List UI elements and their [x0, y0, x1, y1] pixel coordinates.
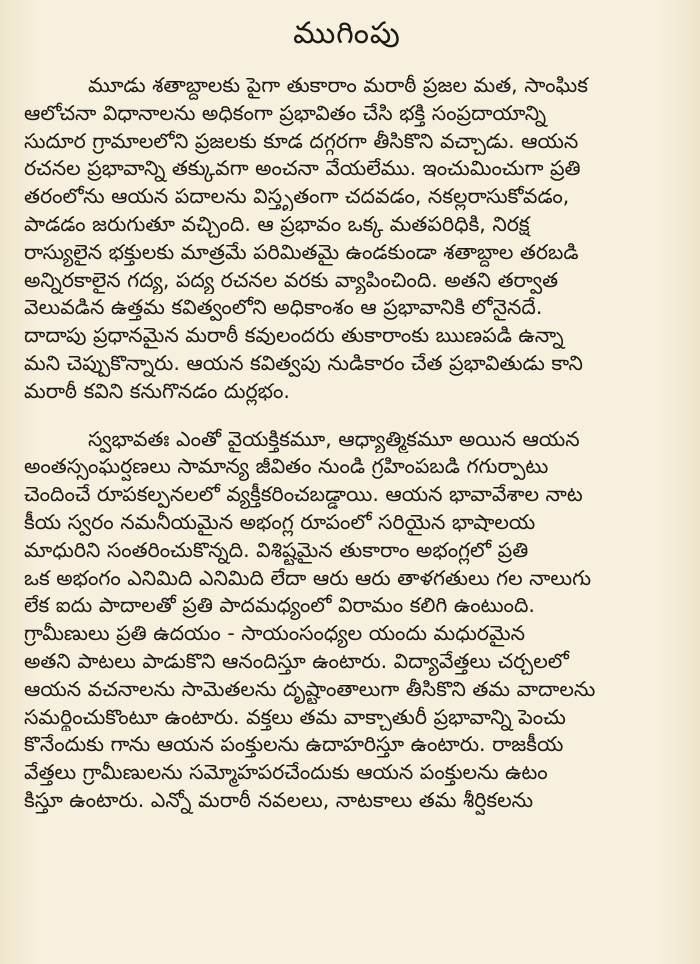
text-line: అతని పాటలు పాడుకొని ఆనందిస్తూ ఉంటారు. విద్యావేత్తలు చర్చలలో — [24, 648, 569, 673]
text-line: స్వభావతః ఎంతో వైయక్తికమూ, ఆధ్యాత్మికమూ అయిన ఆయన — [88, 426, 580, 451]
text-line: సమర్థించుకొంటూ ఉంటారు. వక్తలు తమ వాక్చాతురీ ప్రభావాన్ని పెంచు — [24, 704, 566, 729]
text-line: దాదాపు ప్రధానమైన మరాఠీ కవులందరు తుకారాంకు ఋణపడి ఉన్నా — [24, 323, 564, 348]
text-line: ఆలోచనా విధానాలను అధికంగా ప్రభావితం చేసి భక్తి సంప్రదాయాన్ని — [24, 100, 547, 125]
text-line: పాడడం జరుగుతూ వచ్చింది. ఆ ప్రభావం ఒక్క మతపరిధికి, నిరక్ష — [24, 211, 530, 236]
text-line: మరాఠీ కవిని కనుగొనడం దుర్లభం. — [24, 378, 290, 403]
paragraph-2 — [24, 426, 670, 815]
text-line: వేత్తలు గ్రామీణులను సమ్మోహపరచేందుకు ఆయన పంక్తులను ఉటం — [24, 760, 548, 785]
text-line: రచనల ప్రభావాన్ని తక్కువగా అంచనా వేయలేము. ఇంచుమించుగా ప్రతి — [24, 156, 581, 181]
text-line: ఆయన వచనాలను సామెతలను దృష్టాంతాలుగా తీసికొని తమ వాదాలను — [24, 676, 596, 701]
text-line: గ్రామీణులు ప్రతి ఉదయం - సాయంసంధ్యల యందు మధురమైన — [24, 621, 526, 646]
chapter-title: ముగింపు — [293, 16, 401, 51]
text-line: కీయ స్వరం నమనీయమైన అభంగ్ల రూపంలో సరియైన భాషాలయ — [24, 509, 536, 534]
text-line: మాధురిని సంతరించుకొన్నది. విశిష్టమైన తుకారాం అభంగ్లలో ప్రతి — [24, 537, 529, 562]
text-line: ఒక అభంగం ఎనిమిది ఎనిమిది లేదా ఆరు ఆరు తాళగతులు గల నాలుగు — [24, 565, 592, 590]
text-line: తరంలోను ఆయన పదాలను విస్తృతంగా చదవడం, నకల్లరాసుకోవడం, — [24, 184, 570, 209]
text-line: కొనేందుకు గాను ఆయన పంక్తులను ఉదాహరిస్తూ ఉంటారు. రాజకీయ — [24, 732, 564, 757]
paragraph-1 — [24, 72, 670, 406]
text-line: లేక ఐదు పాదాలతో ప్రతి పాదమధ్యంలో విరామం కలిగి ఉంటుంది. — [24, 593, 535, 618]
text-line: చెందించే రూపకల్పనలలో వ్యక్తీకరించబడ్డాయి. ఆయన భావావేశాల నాట — [24, 482, 583, 507]
text-line: కిస్తూ ఉంటారు. ఎన్నో మరాఠీ నవలలు, నాటకాలు తమ శీర్షికలను — [24, 787, 534, 812]
text-line: మూడు శతాబ్దాలకు పైగా తుకారాం మరాఠీ ప్రజల మత, సాంఘిక — [88, 73, 588, 97]
text-line: రాస్యులైన భక్తులకు మాత్రమే పరిమితమై ఉండకుండా శతాబ్దాల తరబడి — [24, 239, 579, 264]
text-line: సుదూర గ్రామాలలోని ప్రజలకు కూడ దగ్గరగా తీసికొని వచ్చాడు. ఆయన — [24, 128, 579, 153]
text-line: మని చెప్పుకొన్నారు. ఆయన కవిత్వపు నుడికారం చేత ప్రభావితుడు కాని — [24, 350, 583, 375]
text-line: అంతస్సంఘర్షణలు సామాన్య జీవితం నుండి గ్రహింపబడి గగుర్పాటు — [24, 454, 549, 479]
text-line: వెలువడిన ఉత్తమ కవిత్వంలోని అధికాంశం ఆ ప్రభావానికి లోనైనదే. — [24, 295, 543, 320]
text-line: అన్నిరకాలైన గద్య, పద్య రచనల వరకు వ్యాపించింది. అతని తర్వాత — [24, 267, 559, 292]
